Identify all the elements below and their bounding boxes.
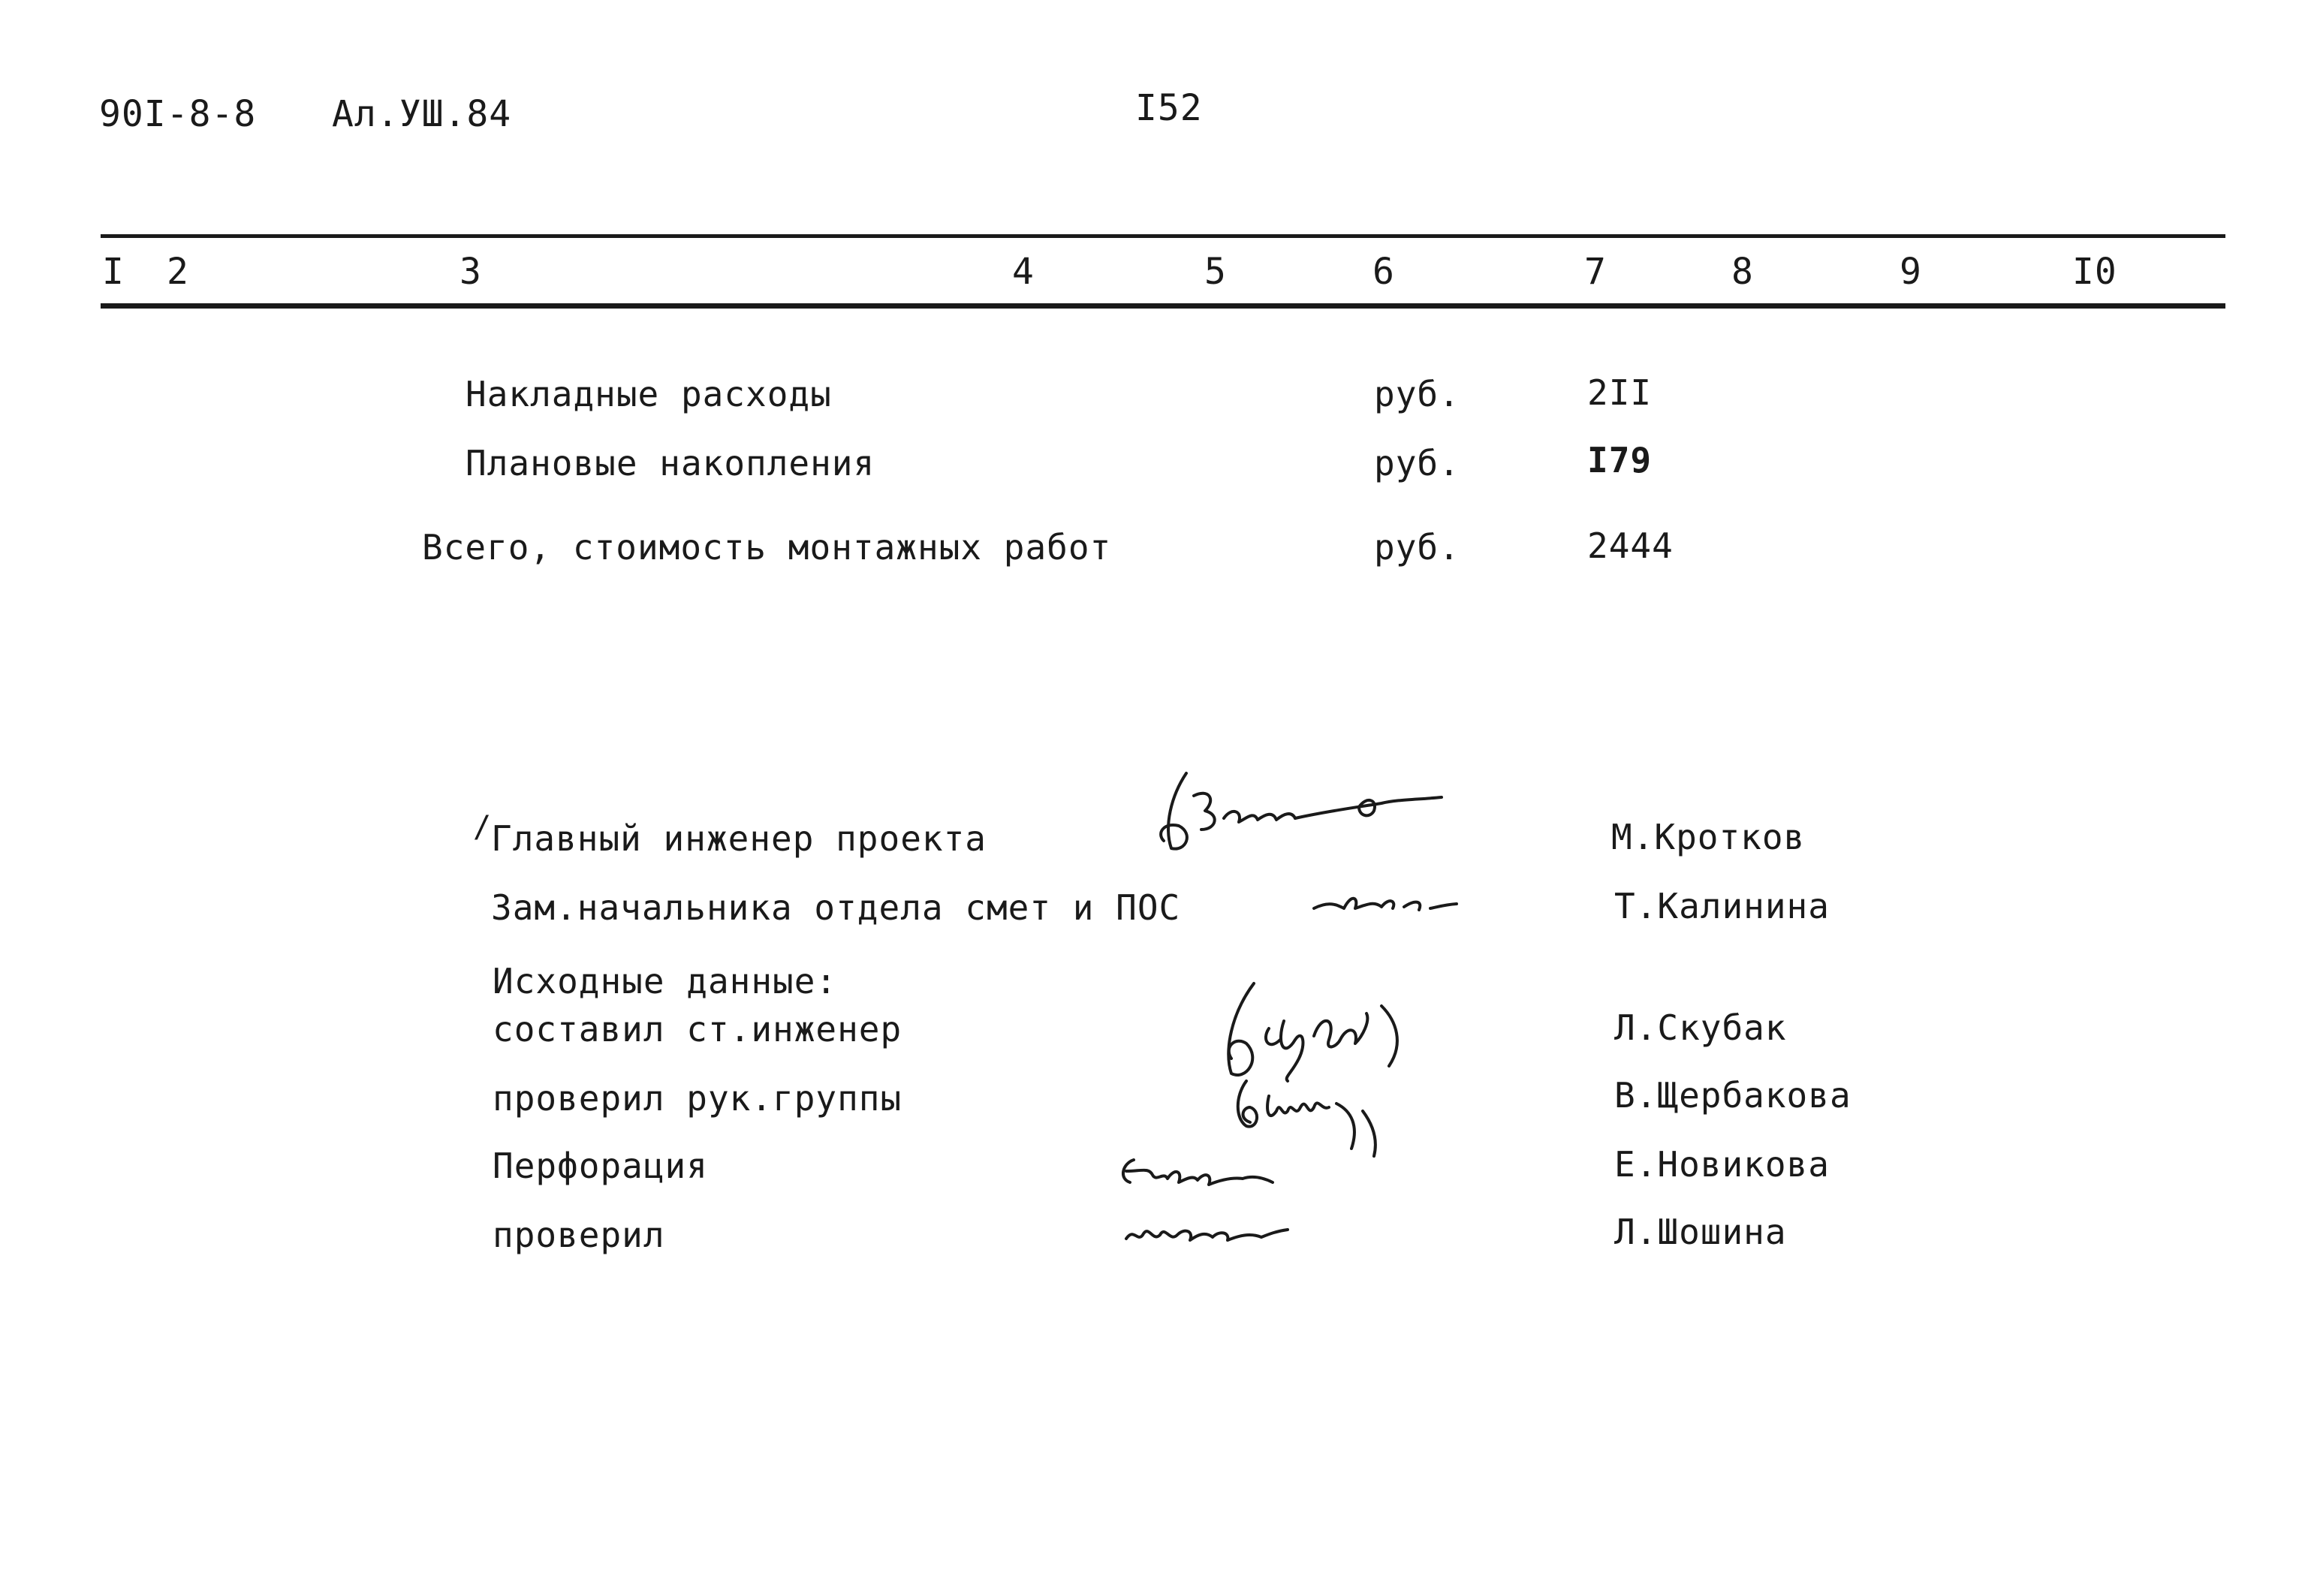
row-name: Плановые накопления — [466, 443, 875, 483]
signature-name: В.Щербакова — [1614, 1075, 1852, 1116]
column-header: 5 — [1204, 251, 1227, 293]
row-name: Всего, стоимость монтажных работ — [422, 527, 1112, 568]
column-header: 7 — [1584, 251, 1607, 293]
handwritten-signature — [1111, 1149, 1284, 1201]
column-header: 2 — [167, 251, 189, 293]
signature-name: Е.Новикова — [1614, 1144, 1830, 1185]
column-header: 6 — [1372, 251, 1395, 293]
album-code: Ал.УШ.84 — [332, 93, 512, 135]
handwritten-signature — [1306, 878, 1479, 923]
column-header: I0 — [2072, 251, 2117, 293]
row-value: 2444 — [1587, 525, 1674, 566]
row-name: Накладные расходы — [466, 374, 832, 414]
handwritten-signature — [1134, 766, 1449, 863]
signature-name: Т.Калинина — [1614, 886, 1830, 926]
column-header: I — [102, 251, 125, 293]
signature-role: проверил — [493, 1215, 665, 1255]
page-number: I52 — [1135, 87, 1203, 129]
signature-name: М.Кротков — [1611, 817, 1806, 857]
column-header: 9 — [1900, 251, 1922, 293]
column-header: 8 — [1731, 251, 1754, 293]
column-header: 4 — [1012, 251, 1035, 293]
tick-mark: / — [473, 810, 493, 845]
signature-name: Л.Шошина — [1614, 1212, 1787, 1252]
row-unit: руб. — [1374, 443, 1460, 483]
signature-role: составил ст.инженер — [493, 1009, 902, 1049]
signature-subheading: Исходные данные: — [493, 961, 838, 1001]
signature-role: Перфорация — [493, 1146, 708, 1186]
row-value: 2II — [1587, 372, 1653, 413]
signature-role: проверил рук.группы — [493, 1078, 902, 1119]
signature-role: Зам.начальника отдела смет и ПОС — [491, 887, 1181, 928]
column-header: 3 — [459, 251, 482, 293]
row-unit: руб. — [1374, 374, 1460, 414]
row-unit: руб. — [1374, 527, 1460, 568]
doc-code: 90I-8-8 — [99, 93, 257, 135]
signature-name: Л.Скубак — [1614, 1007, 1787, 1048]
table-top-rule — [101, 234, 2225, 238]
handwritten-signature — [1119, 1209, 1299, 1254]
row-value: I79 — [1587, 440, 1653, 480]
signature-role: Главный инженер проекта — [491, 818, 987, 859]
table-header-bottom-rule — [101, 303, 2225, 309]
